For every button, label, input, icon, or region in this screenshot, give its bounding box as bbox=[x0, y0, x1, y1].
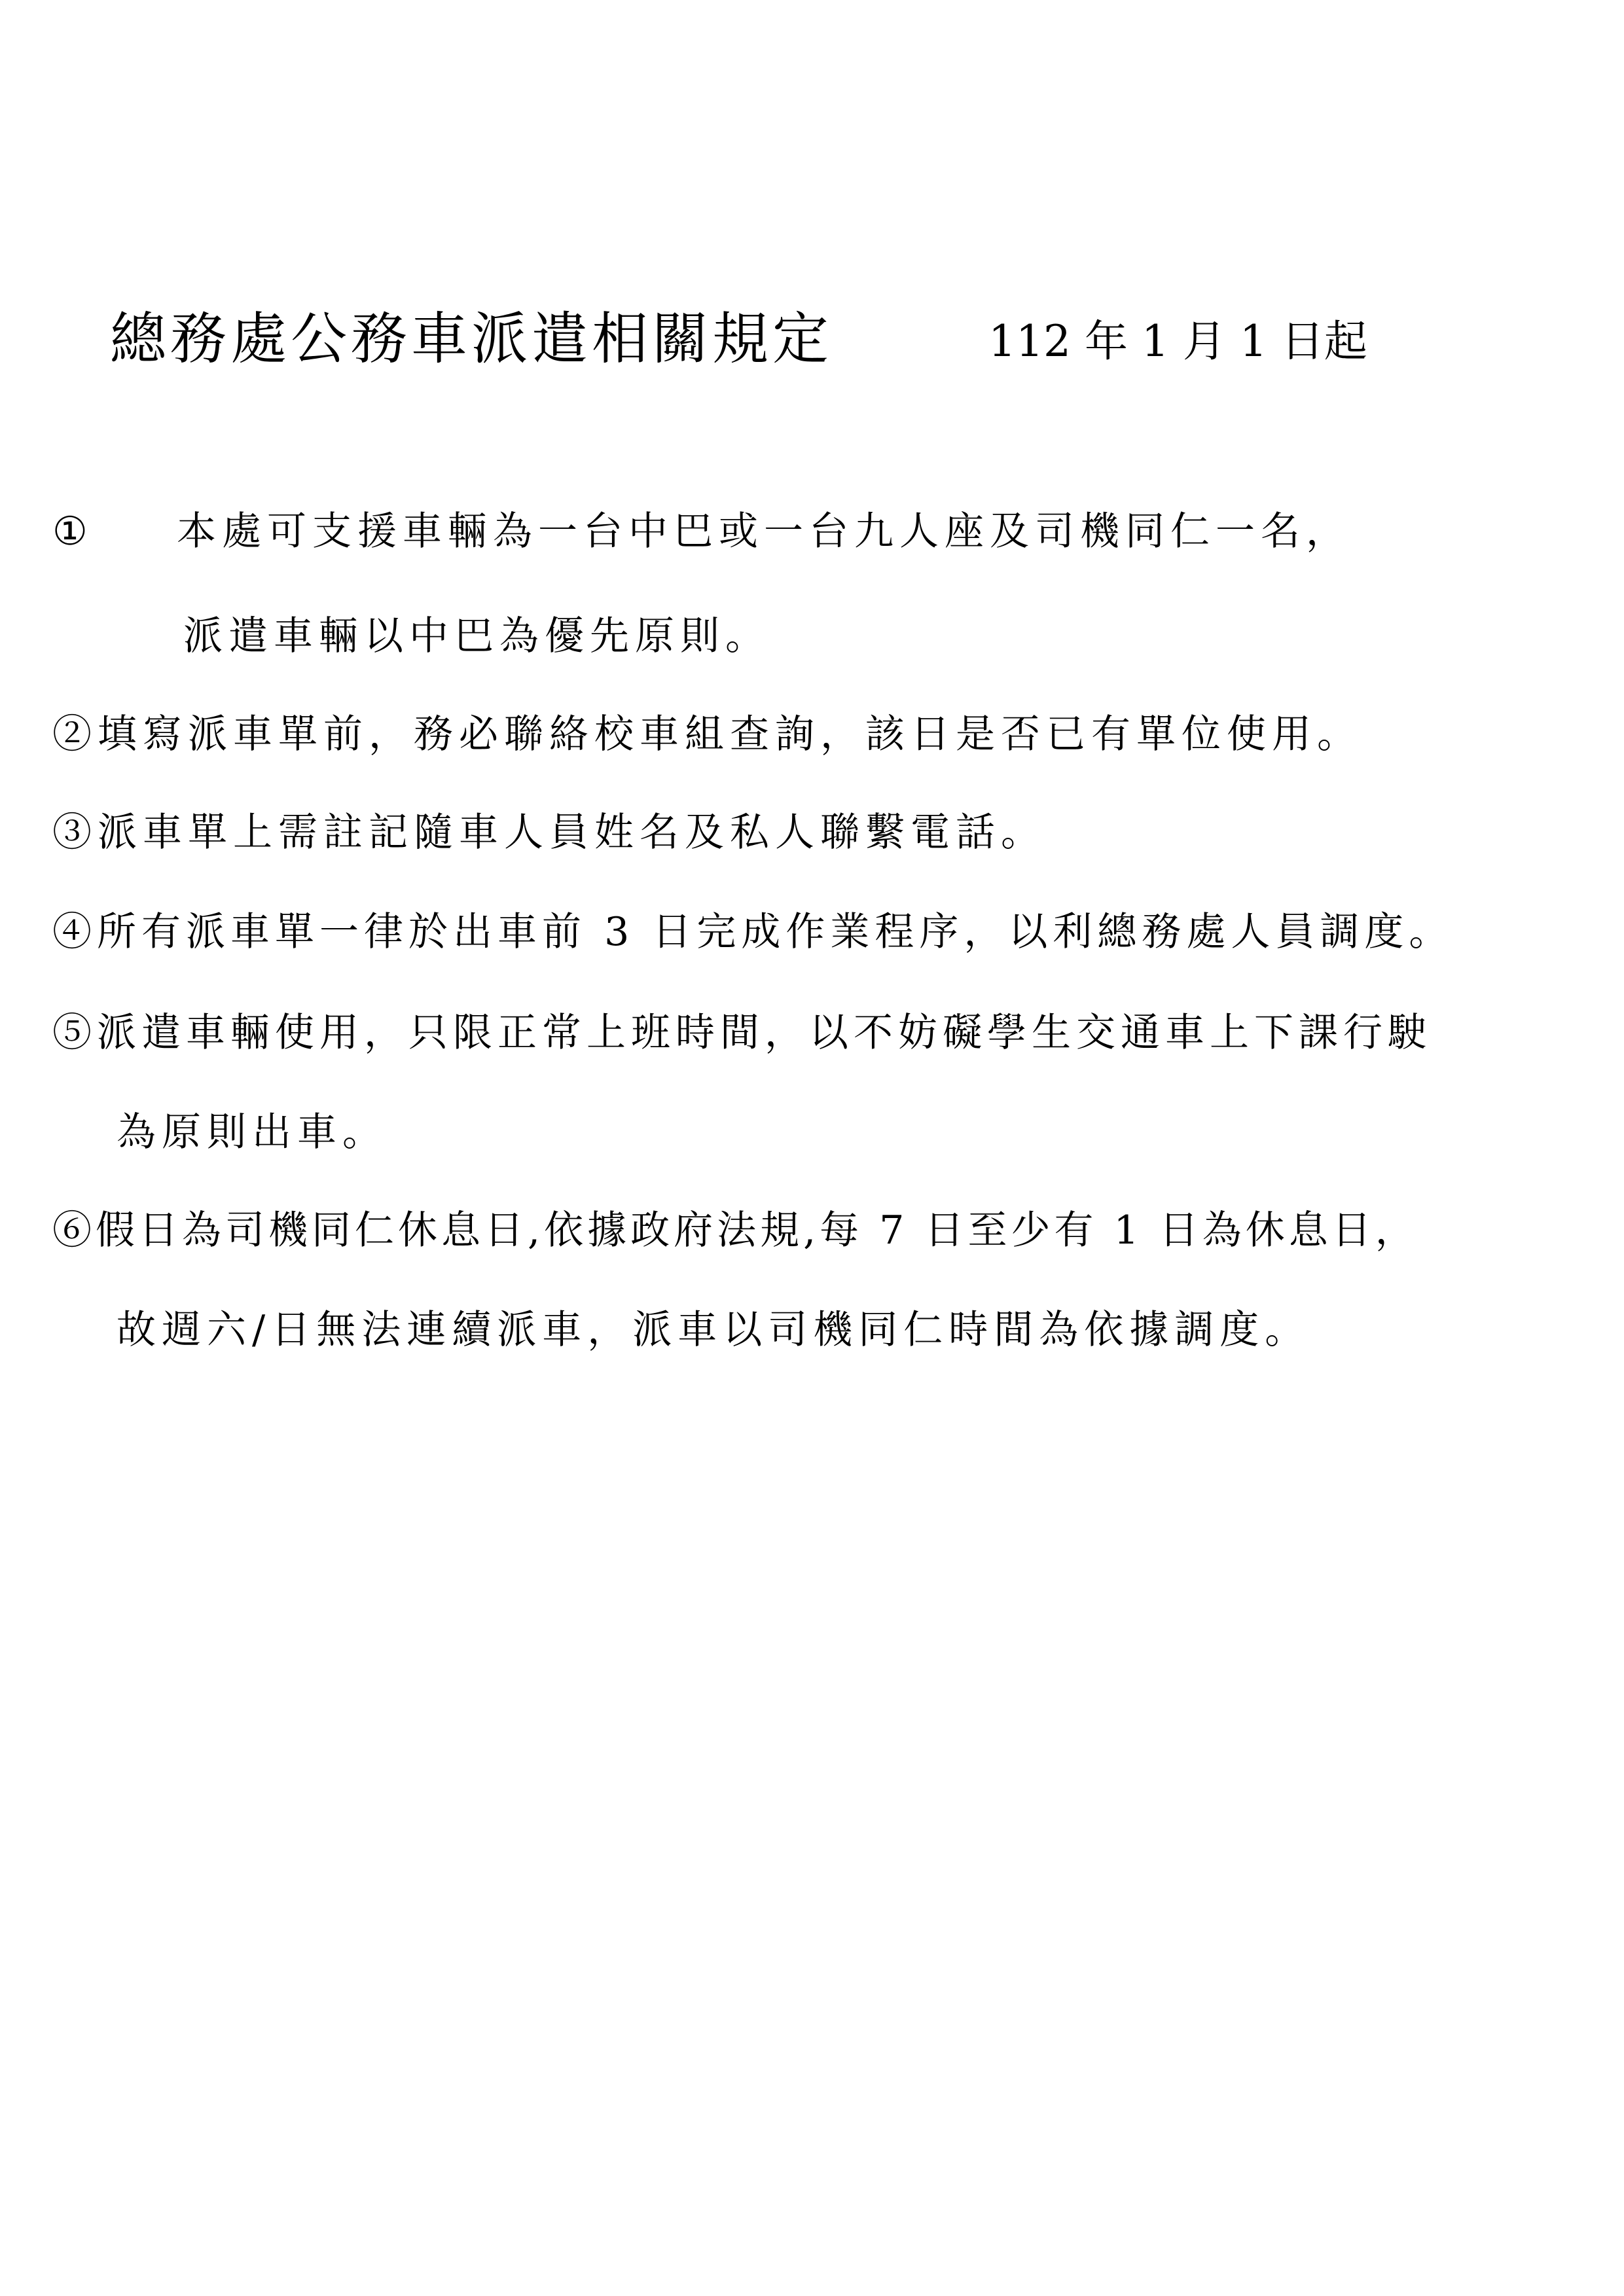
rule-6-continuation: 故週六/日無法連續派車，派車以司機同仁時間為依據調度。 bbox=[117, 1307, 1310, 1353]
rule-number: ③ bbox=[52, 810, 98, 855]
rule-5 bbox=[52, 1000, 1432, 1066]
rule-number: ② bbox=[52, 711, 98, 757]
rule-2 bbox=[52, 702, 1362, 767]
rule-number: ④ bbox=[52, 909, 97, 955]
rule-3 bbox=[52, 800, 1046, 865]
rule-number: ⑥ bbox=[52, 1208, 96, 1253]
rule-text: 派遣車輛使用，只限正常上班時間，以不妨礙學生交通車上下課行駛 bbox=[97, 1010, 1432, 1056]
rule-text: 假日為司機同仁休息日,依據政府法規,每 7 日至少有 1 日為休息日， bbox=[96, 1208, 1418, 1253]
rule-text: 派車單上需註記隨車人員姓名及私人聯繫電話。 bbox=[98, 810, 1046, 855]
rule-text: 所有派車單一律於出車前 3 日完成作業程序，以利總務處人員調度。 bbox=[97, 909, 1454, 955]
rule-5-continuation: 為原則出車。 bbox=[117, 1109, 388, 1155]
page-title: 總務處公務車派遣相關規定 bbox=[110, 306, 833, 372]
rule-text: 本處可支援車輛為一台中巴或一台九人座及司機同仁一名， bbox=[177, 509, 1351, 554]
rule-number: ⑤ bbox=[52, 1010, 97, 1056]
header bbox=[110, 300, 1550, 378]
rule-6 bbox=[52, 1198, 1418, 1263]
rule-1-continuation: 派遣車輛以中巴為優先原則。 bbox=[183, 613, 770, 659]
rule-4 bbox=[52, 899, 1453, 965]
rule-1 bbox=[52, 499, 1351, 564]
rule-number: ① bbox=[52, 509, 88, 554]
rule-text: 填寫派車單前，務必聯絡校車組查詢，該日是否已有單位使用。 bbox=[98, 711, 1362, 757]
effective-date: 112 年 1 月 1 日起 bbox=[988, 316, 1367, 367]
